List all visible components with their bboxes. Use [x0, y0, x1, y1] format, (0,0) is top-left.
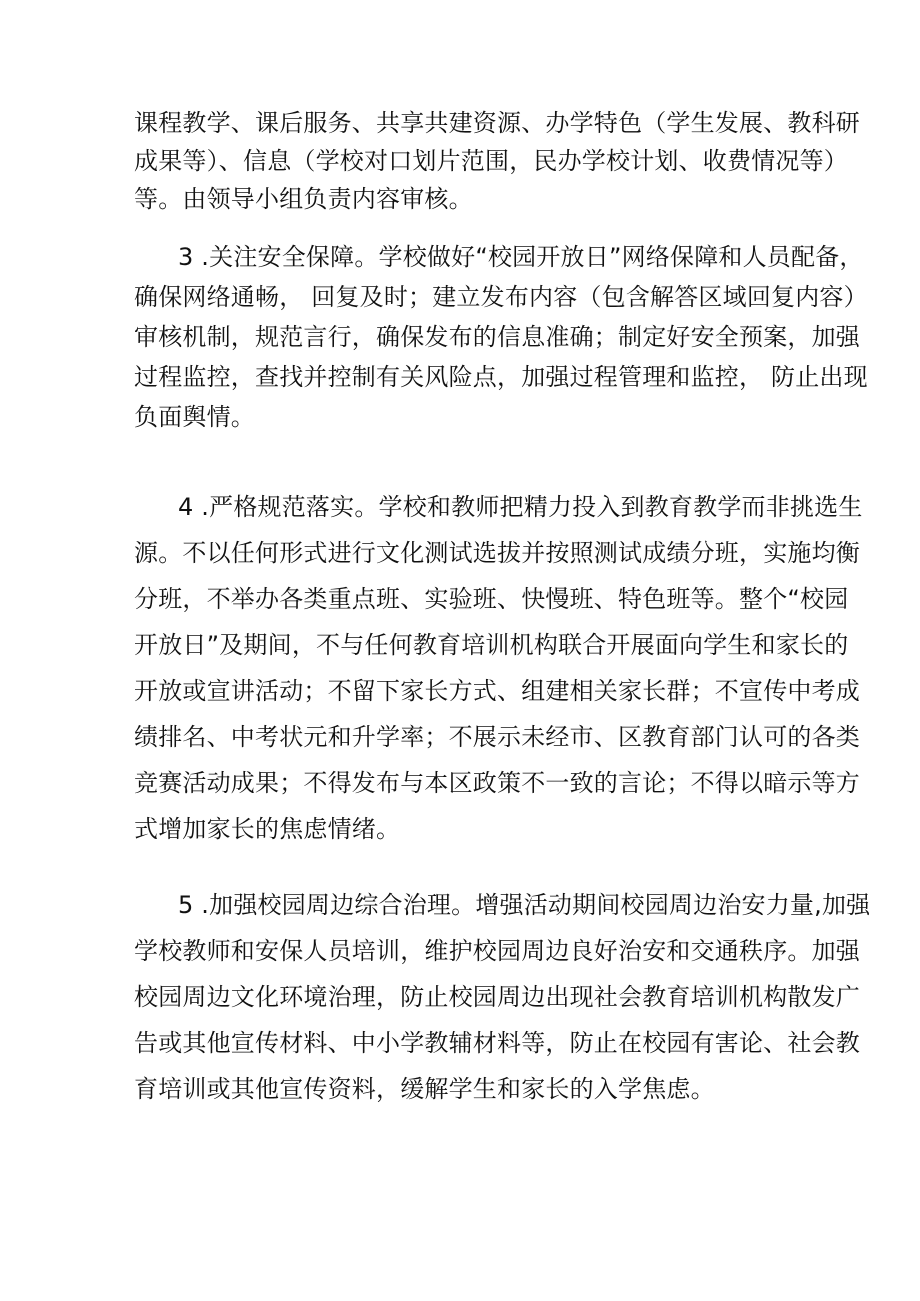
paragraph-5-line-3: 校园周边文化环境治理，防止校园周边出现社会教育培训机构散发广: [134, 983, 860, 1011]
paragraph-3-line-1: 3 .关注安全保障。学校做好“校园开放日”网络保障和人员配备，: [178, 243, 864, 271]
paragraph-3-line-3: 审核机制，规范言行，确保发布的信息准确；制定好安全预案，加强: [134, 323, 860, 351]
paragraph-3-line-5: 负面舆情。: [134, 403, 255, 431]
paragraph-1-line-1: 课程教学、课后服务、共享共建资源、办学特色（学生发展、教科研: [134, 109, 860, 137]
paragraph-5-line-1: 5 .加强校园周边综合治理。增强活动期间校园周边治安力量,加强: [178, 891, 871, 919]
paragraph-4-line-2: 源。不以任何形式进行文化测试选拔并按照测试成绩分班，实施均衡: [134, 539, 860, 567]
paragraph-4-line-7: 竞赛活动成果；不得发布与本区政策不一致的言论；不得以暗示等方: [134, 769, 860, 797]
paragraph-4-line-1: 4 .严格规范落实。学校和教师把精力投入到教育教学而非挑选生: [178, 493, 863, 521]
paragraph-4-line-3: 分班，不举办各类重点班、实验班、快慢班、特色班等。整个“校园: [134, 585, 849, 613]
paragraph-5-line-4: 告或其他宣传材料、中小学教辅材料等，防止在校园有害论、社会教: [134, 1029, 860, 1057]
paragraph-3-line-4: 过程监控，查找并控制有关风险点，加强过程管理和监控， 防止出现: [134, 363, 868, 391]
paragraph-4-line-6: 绩排名、中考状元和升学率；不展示未经市、区教育部门认可的各类: [134, 723, 860, 751]
paragraph-4-line-4: 开放日”及期间，不与任何教育培训机构联合开展面向学生和家长的: [134, 631, 849, 659]
paragraph-1-line-2: 成果等）、信息（学校对口划片范围，民办学校计划、收费情况等）: [134, 147, 848, 175]
paragraph-1-line-3: 等。由领导小组负责内容审核。: [134, 185, 473, 213]
paragraph-5-line-5: 育培训或其他宣传资料，缓解学生和家长的入学焦虑。: [134, 1075, 715, 1103]
paragraph-4-line-8: 式增加家长的焦虑情绪。: [134, 815, 401, 843]
paragraph-3-line-2: 确保网络通畅， 回复及时；建立发布内容（包含解答区域回复内容）: [134, 283, 868, 311]
paragraph-4-line-5: 开放或宣讲活动；不留下家长方式、组建相关家长群；不宣传中考成: [134, 677, 860, 705]
paragraph-5-line-2: 学校教师和安保人员培训，维护校园周边良好治安和交通秩序。加强: [134, 937, 860, 965]
